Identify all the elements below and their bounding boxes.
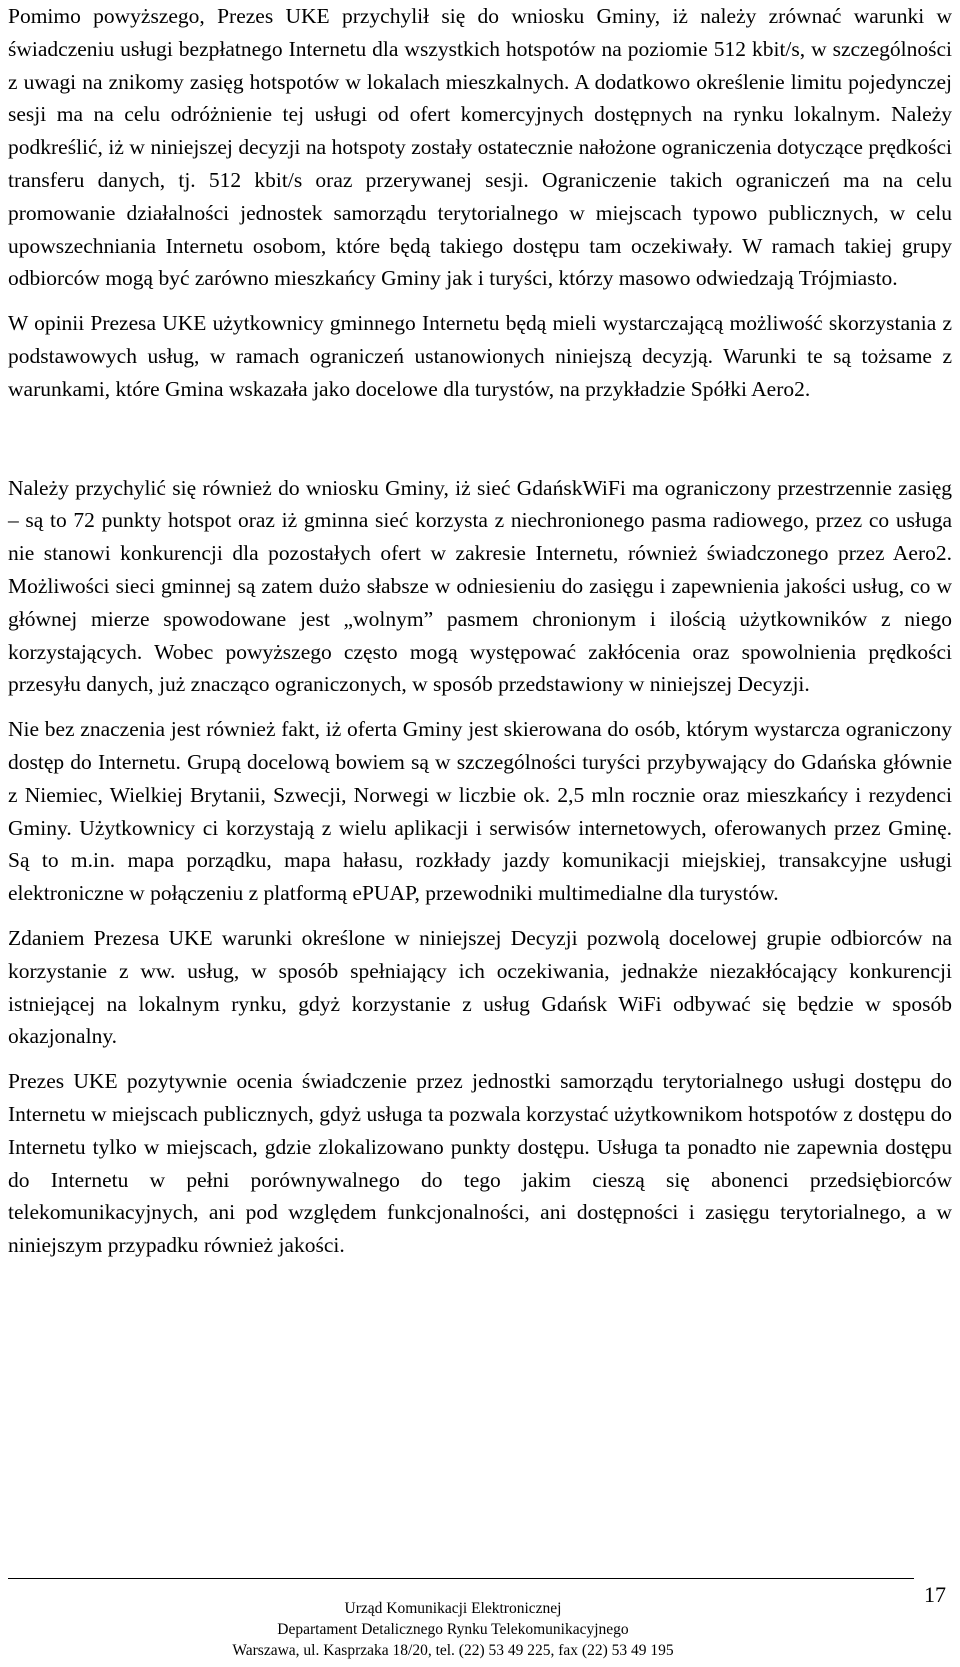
footer-institution: Urząd Komunikacji Elektronicznej [344,1600,562,1617]
paragraph-6: Prezes UKE pozytywnie ocenia świadczenie przez jednostki samorządu terytorialnego usługi dostępu do Internetu w miejscach publicznych, gdyż usługa ta pozwala korzystać użytkownikom hotspotów z dostępu do Internetu tylko w miejscach, gdzie zlokalizowano punkty dostępu. Usługa ta ponadto nie zapewnia dostępu do Internetu w pełni porównywalnego do tego jakim cieszą się abonenci przedsiębiorców telekomunikacyjnych, ani pod względem funkcjonalności, ani dostępności i zasięgu terytorialnego, a w niniejszym przypadku również jakości. [8,1069,952,1258]
page-footer [8,1598,898,1661]
footer-address: Warszawa, ul. Kasprzaka 18/20, tel. (22) 53 49 225, fax (22) 53 49 195 [232,1642,674,1659]
paragraph-1: Pomimo powyższego, Prezes UKE przychylił się do wniosku Gminy, iż należy zrównać warunki w świadczeniu usługi bezpłatnego Internetu dla wszystkich hotspotów na poziomie 512 kbit/s, w szczególności z uwagi na znikomy zasięg hotspotów w lokalach mieszkalnych. A dodatkowo określenie limitu pojedynczej sesji ma na celu odróżnienie tej usługi od ofert komercyjnych dostępnych na rynku lokalnym. Należy podkreślić, iż w niniejszej decyzji na hotspoty zostały ostatecznie nałożone ograniczenia dotyczące prędkości transferu danych, tj. 512 kbit/s oraz przerywanej sesji. Ograniczenie takich ograniczeń ma na celu promowanie działalności jednostek samorządu terytorialnego w miejscach typowo publicznych, w celu upowszechniania Internetu osobom, które będą takiego dostępu tam oczekiwały. W ramach takiej grupy odbiorców mogą być zarówno mieszkańcy Gminy jak i turyści, którzy masowo odwiedzają Trójmiasto. [8,4,952,291]
document-body [8,0,952,1262]
paragraph-3: Należy przychylić się również do wniosku Gminy, iż sieć GdańskWiFi ma ograniczony przestrzennie zasięg – są to 72 punkty hotspot oraz iż gminna sieć korzysta z niechronionego pasma radiowego, przez co usługa nie stanowi konkurencji dla pozostałych ofert w zakresie Internetu, również świadczonego przez Aero2. Możliwości sieci gminnej są zatem dużo słabsze w odniesieniu do zasięgu i zapewnienia jakości usług, co w głównej mierze spowodowane jest „wolnym” pasmem chronionym i ilością użytkowników z niego korzystających. Wobec powyższego często mogą występować zakłócenia oraz spowolnienia prędkości przesyłu danych, już znacząco ograniczonych, w sposób przedstawiony w niniejszej Decyzji. [8,475,952,697]
footer-divider [8,1578,914,1579]
paragraph-4: Nie bez znaczenia jest również fakt, iż oferta Gminy jest skierowana do osób, którym wystarcza ograniczony dostęp do Internetu. Grupą docelową bowiem są w szczególności turyści przybywający do Gdańska głównie z Niemiec, Wielkiej Brytanii, Szwecji, Norwegi w liczbie ok. 2,5 mln rocznie oraz mieszkańcy i rezydenci Gminy. Użytkownicy ci korzystają z wielu aplikacji i serwisów internetowych, oferowanych przez Gminę. Są to m.in. mapa porządku, mapa hałasu, rozkłady jazdy komunikacji miejskiej, transakcyjne usługi elektroniczne w połączeniu z platformą ePUAP, przewodniki multimedialne dla turystów. [8,717,952,906]
paragraph-5: Zdaniem Prezesa UKE warunki określone w niniejszej Decyzji pozwolą docelowej grupie odbiorców na korzystanie z ww. usług, w sposób spełniający ich oczekiwania, jednakże niezakłócający konkurencji istniejącej na lokalnym rynku, gdyż korzystanie z usług Gdańsk WiFi odbywać się będzie w sposób okazjonalny. [8,925,952,1049]
paragraph-2: W opinii Prezesa UKE użytkownicy gminnego Internetu będą mieli wystarczającą możliwość skorzystania z podstawowych usług, w ramach ograniczeń ustanowionych niniejszą decyzją. Warunki te są tożsame z warunkami, które Gmina wskazała jako docelowe dla turystów, na przykładzie Spółki Aero2. [8,311,952,401]
page-number: 17 [924,1582,946,1607]
footer-department: Departament Detalicznego Rynku Telekomunikacyjnego [277,1621,629,1638]
